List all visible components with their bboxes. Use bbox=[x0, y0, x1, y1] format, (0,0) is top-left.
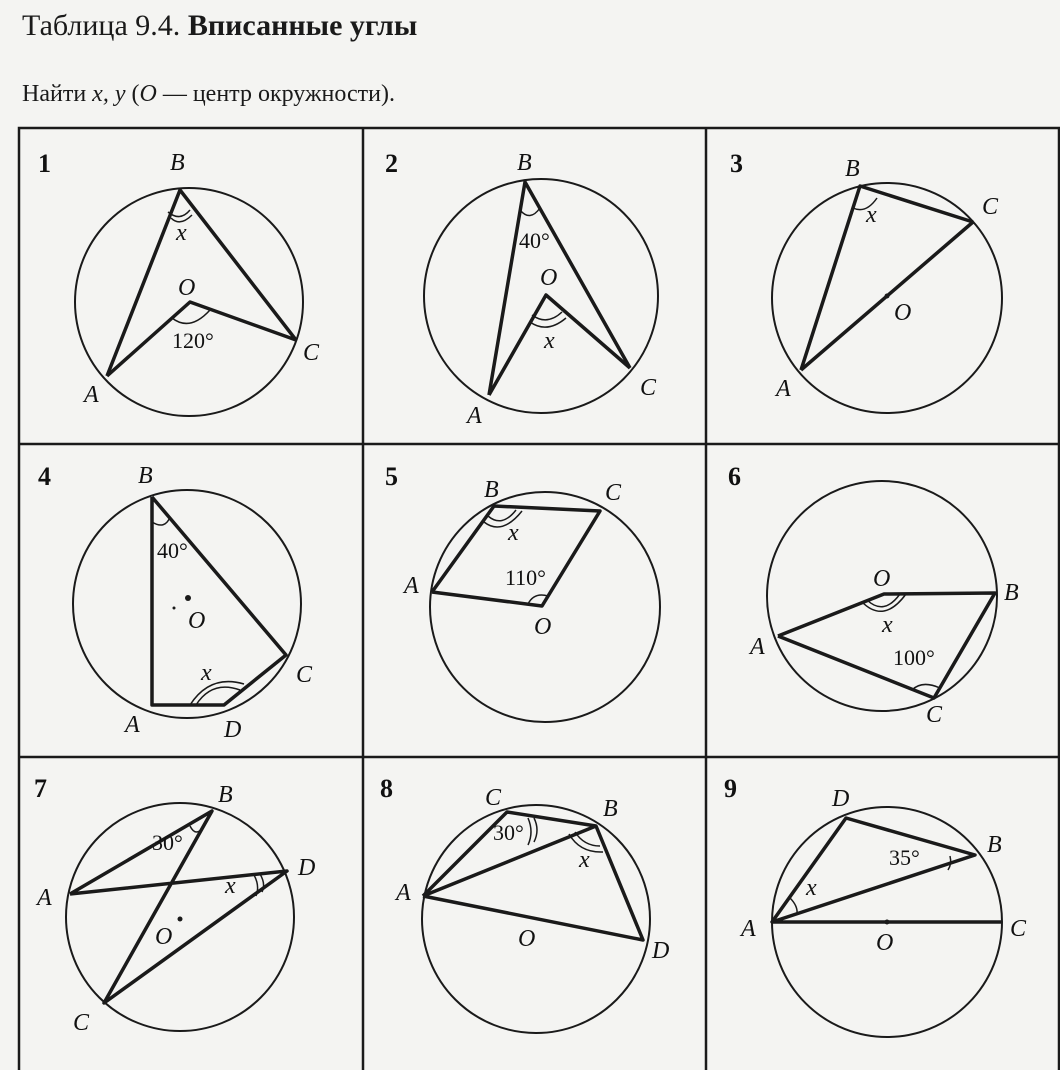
point-label-a: A bbox=[37, 885, 52, 911]
problem-cell-8 bbox=[380, 774, 669, 1033]
circle bbox=[430, 492, 660, 722]
problem-cell-5 bbox=[385, 462, 660, 722]
angle-label-x: x bbox=[882, 612, 893, 638]
quadrilateral-aobc bbox=[778, 593, 995, 698]
problem-cell-3 bbox=[730, 149, 1002, 413]
task-prefix: Найти bbox=[22, 81, 93, 107]
center-point bbox=[885, 294, 890, 299]
circle bbox=[424, 179, 658, 413]
point-label-a: A bbox=[404, 573, 419, 599]
point-label-a: A bbox=[84, 382, 99, 408]
point-label-b: B bbox=[603, 796, 618, 822]
problem-cell-4 bbox=[38, 462, 313, 743]
angle-label-x: x bbox=[508, 520, 519, 546]
point-label-o: O bbox=[178, 275, 196, 301]
point-label-a: A bbox=[125, 712, 140, 738]
problem-cell-1 bbox=[38, 149, 320, 416]
angle-label-x: x bbox=[176, 220, 187, 246]
central-angle-aoc bbox=[489, 295, 630, 395]
point-label-c: C bbox=[73, 1010, 90, 1036]
quadrilateral-abcd bbox=[152, 497, 286, 705]
angle-arc-c-2 bbox=[528, 818, 531, 845]
inscribed-angle-abc bbox=[489, 182, 630, 395]
task-vars: x, y bbox=[92, 81, 126, 107]
point-label-o: O bbox=[188, 608, 206, 634]
title-main: Вписанные углы bbox=[187, 9, 418, 42]
cell-number: 4 bbox=[38, 462, 51, 491]
point-label-a: A bbox=[750, 634, 765, 660]
problem-cell-6 bbox=[728, 462, 1019, 728]
angle-label-x: x bbox=[806, 875, 817, 901]
point-label-o: O bbox=[540, 265, 558, 291]
angle-arc-c bbox=[534, 818, 537, 842]
point-label-a: A bbox=[776, 376, 791, 402]
angle-label-given: 30° bbox=[152, 830, 183, 855]
task-paren: ( bbox=[125, 81, 140, 107]
problem-cell-2 bbox=[385, 149, 658, 429]
center-point bbox=[178, 917, 183, 922]
point-label-o: O bbox=[518, 926, 536, 952]
inscribed-angle-abc bbox=[801, 186, 973, 370]
point-label-c: C bbox=[605, 480, 622, 506]
point-label-a: A bbox=[396, 880, 411, 906]
point-label-b: B bbox=[138, 463, 153, 489]
point-label-d: D bbox=[224, 717, 242, 743]
point-label-c: C bbox=[296, 662, 313, 688]
angle-label-x: x bbox=[544, 328, 555, 354]
cell-number: 6 bbox=[728, 462, 741, 491]
point-label-b: B bbox=[170, 150, 185, 176]
angle-arc-b bbox=[520, 208, 540, 216]
point-label-o: O bbox=[534, 614, 552, 640]
point-label-d: D bbox=[298, 855, 316, 881]
point-label-c: C bbox=[1010, 916, 1027, 942]
point-label-b: B bbox=[845, 156, 860, 182]
point-label-c: C bbox=[926, 702, 943, 728]
angle-label-x: x bbox=[579, 847, 590, 873]
cell-number: 1 bbox=[38, 149, 51, 178]
circle bbox=[73, 490, 301, 718]
angle-label-given: 100° bbox=[893, 645, 935, 670]
task-rest: — центр окружности). bbox=[156, 81, 395, 107]
point-label-o: O bbox=[894, 300, 912, 326]
cell-number: 3 bbox=[730, 149, 743, 178]
cell-number: 2 bbox=[385, 149, 398, 178]
point-label-b: B bbox=[1004, 580, 1019, 606]
center-point bbox=[885, 920, 890, 925]
point-label-b: B bbox=[987, 832, 1002, 858]
cell-number: 8 bbox=[380, 774, 393, 803]
problem-cell-7 bbox=[34, 774, 315, 1036]
point-label-d: D bbox=[652, 938, 670, 964]
point-label-b: B bbox=[484, 477, 499, 503]
speck bbox=[173, 607, 176, 610]
angle-label-x: x bbox=[866, 202, 877, 228]
angle-label-given: 40° bbox=[157, 538, 188, 563]
point-label-c: C bbox=[485, 785, 502, 811]
point-label-c: C bbox=[303, 340, 320, 366]
title-prefix: Таблица 9.4. bbox=[22, 9, 181, 42]
angle-arc-o-2 bbox=[862, 594, 906, 611]
point-label-o: O bbox=[873, 566, 891, 592]
angle-label-given: 35° bbox=[889, 845, 920, 870]
problem-cell-9 bbox=[724, 774, 1027, 1037]
cell-number: 9 bbox=[724, 774, 737, 803]
angle-label-given: 120° bbox=[172, 328, 214, 353]
point-label-o: O bbox=[155, 924, 173, 950]
point-label-o: O bbox=[876, 930, 894, 956]
point-label-b: B bbox=[517, 150, 532, 176]
task-center: O bbox=[139, 81, 157, 107]
point-label-a: A bbox=[741, 916, 756, 942]
angle-arc-b bbox=[152, 517, 170, 525]
cell-number: 5 bbox=[385, 462, 398, 491]
point-label-c: C bbox=[640, 375, 657, 401]
center-point bbox=[185, 595, 191, 601]
point-label-c: C bbox=[982, 194, 999, 220]
angle-arc-a bbox=[790, 898, 797, 914]
point-label-a: A bbox=[467, 403, 482, 429]
angle-label-given: 110° bbox=[505, 565, 546, 590]
angle-label-given: 40° bbox=[519, 228, 550, 253]
point-label-b: B bbox=[218, 782, 233, 808]
angle-label-given: 30° bbox=[493, 820, 524, 845]
point-label-d: D bbox=[832, 786, 850, 812]
cell-number: 7 bbox=[34, 774, 47, 803]
chords-adbc bbox=[772, 818, 1002, 922]
angle-label-x: x bbox=[201, 660, 212, 686]
angle-label-x: x bbox=[225, 873, 236, 899]
